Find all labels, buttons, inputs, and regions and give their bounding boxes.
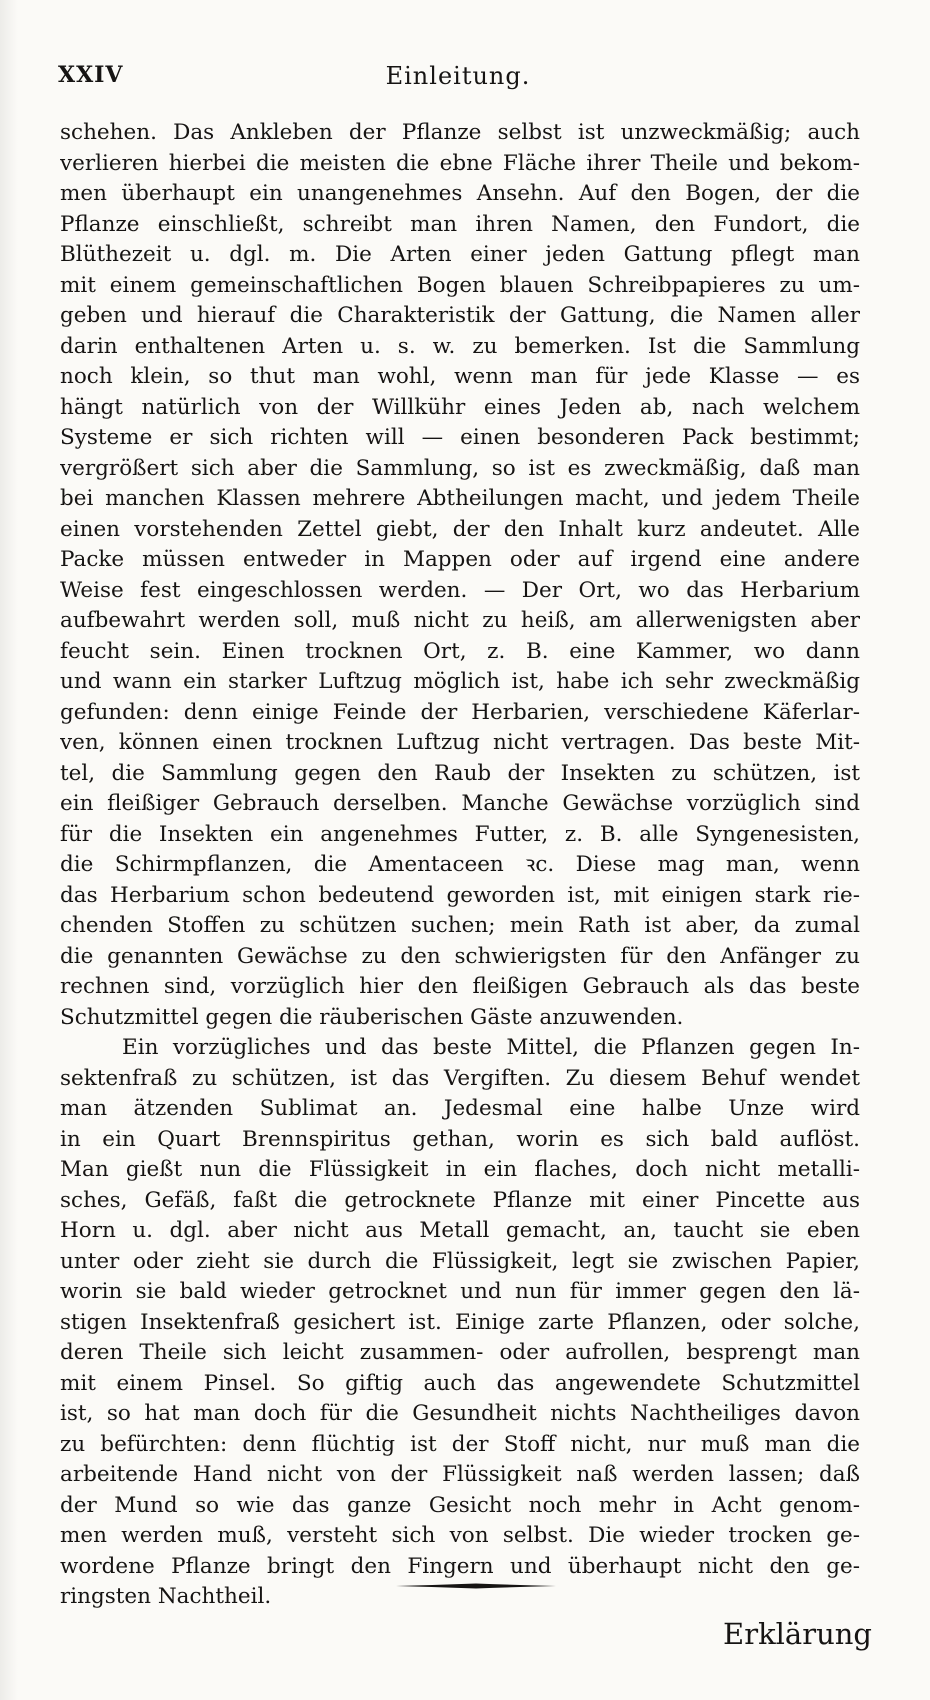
text-line: zu befürchten: denn flüchtig ist der Stoff nicht, nur muß man die [60,1431,860,1457]
text-line: Man gießt nun die Flüssigkeit in ein flaches, doch nicht metalli- [60,1157,860,1182]
text-line: Blüthezeit u. dgl. m. Die Arten einer jeden Gattung pflegt man [60,242,860,267]
text-line: men überhaupt ein unangenehmes Ansehn. Auf den Bogen, der die [60,181,860,206]
text-line: sches, Gefäß, faßt die getrocknete Pflanze mit einer Pincette aus [60,1187,860,1213]
text-line: deren Theile sich leicht zusammen- oder aufrollen, besprengt man [60,1340,860,1365]
text-line: unter oder zieht sie durch die Flüssigkeit, legt sie zwischen Papier, [60,1248,860,1274]
text-line: noch klein, so thut man wohl, wenn man für jede Klasse — es [60,364,860,389]
text-line: ein fleißiger Gebrauch derselben. Manche Gewächse vorzüglich sind [60,791,860,816]
text-line: rechnen sind, vorzüglich hier den fleißigen Gebrauch als das beste [60,974,860,999]
text-line: einen vorstehenden Zettel giebt, der den Inhalt kurz andeutet. Alle [60,516,860,542]
text-line: für die Insekten ein angenehmes Futter, z. B. alle Syngenesisten, [60,821,860,847]
text-line: darin enthaltenen Arten u. s. w. zu bemerken. Ist die Sammlung [60,333,860,359]
text-line: schehen. Das Ankleben der Pflanze selbst ist unzweckmäßig; auch [60,120,860,145]
text-line: chenden Stoffen zu schützen suchen; mein Rath ist aber, da zumal [60,913,860,938]
text-line: ringsten Nachtheil. [60,1584,272,1609]
text-line: und wann ein starker Luftzug möglich ist, habe ich sehr zweckmäßig [60,669,860,694]
text-line: Weise fest eingeschlossen werden. — Der Ort, wo das Herbarium [60,577,860,603]
text-line: die genannten Gewächse zu den schwierigsten für den Anfänger zu [60,943,860,969]
text-line: vergrößert sich aber die Sammlung, so ist es zweckmäßig, daß man [60,455,860,481]
text-line: men werden muß, versteht sich von selbst. Die wieder trocken ge- [60,1523,860,1548]
text-line: gefunden: denn einige Feinde der Herbarien, verschiedene Käferlar- [60,699,860,725]
text-line: aufbewahrt werden soll, muß nicht zu heiß, am allerwenigsten aber [60,608,860,633]
text-line: stigen Insektenfraß gesichert ist. Einige zarte Pflanzen, oder solche, [60,1309,860,1335]
text-line: hängt natürlich von der Willkühr eines Jeden ab, nach welchem [60,394,860,420]
page-edge-shadow [0,0,18,1700]
page-header [58,62,858,102]
catchword: Erklärung [723,1617,872,1651]
text-line: wordene Pflanze bringt den Fingern und überhaupt nicht den ge- [60,1553,860,1579]
text-line: die Schirmpflanzen, die Amentaceen ꝛc. Diese mag man, wenn [60,852,860,877]
text-line: Horn u. dgl. aber nicht aus Metall gemacht, an, taucht sie eben [60,1218,860,1243]
body-text [60,118,860,1613]
text-line: mit einem gemeinschaftlichen Bogen blauen Schreibpapieres zu um- [60,272,860,298]
text-line: bei manchen Klassen mehrere Abtheilungen macht, und jedem Theile [60,486,860,511]
text-line: man ätzenden Sublimat an. Jedesmal eine halbe Unze wird [60,1096,860,1121]
running-head: Einleitung. [385,62,531,90]
text-line: Schutzmittel gegen die räuberischen Gäste anzuwenden. [60,1004,684,1030]
text-line: verlieren hierbei die meisten die ebne Fläche ihrer Theile und bekom- [60,150,860,176]
text-line: Ein vorzügliches und das beste Mittel, die Pflanzen gegen In- [122,1035,860,1060]
text-line: in ein Quart Brennspiritus gethan, worin es sich bald auflöst. [60,1126,860,1152]
text-line: tel, die Sammlung gegen den Raub der Insekten zu schützen, ist [60,760,860,786]
text-line: ist, so hat man doch für die Gesundheit nichts Nachtheiliges davon [60,1401,860,1426]
closing-rule-ornament [396,1583,556,1589]
text-line: arbeitende Hand nicht von der Flüssigkeit naß werden lassen; daß [60,1462,860,1487]
text-line: Systeme er sich richten will — einen besonderen Pack bestimmt; [60,425,860,450]
text-line: das Herbarium schon bedeutend geworden ist, mit einigen stark rie- [60,882,860,908]
text-line: der Mund so wie das ganze Gesicht noch mehr in Acht genom- [60,1492,860,1518]
text-line: sektenfraß zu schützen, ist das Vergiften. Zu diesem Behuf wendet [60,1065,860,1091]
text-line: ven, können einen trocknen Luftzug nicht vertragen. Das beste Mit- [60,730,860,755]
page-number: XXIV [58,62,124,88]
text-line: Pflanze einschließt, schreibt man ihren Namen, den Fundort, die [60,211,860,237]
text-line: geben und hierauf die Charakteristik der Gattung, die Namen aller [60,303,860,328]
text-line: mit einem Pinsel. So giftig auch das angewendete Schutzmittel [60,1370,860,1396]
text-line: worin sie bald wieder getrocknet und nun für immer gegen den lä- [60,1279,860,1304]
text-line: feucht sein. Einen trocknen Ort, z. B. eine Kammer, wo dann [60,638,860,664]
text-line: Packe müssen entweder in Mappen oder auf irgend eine andere [60,547,860,572]
